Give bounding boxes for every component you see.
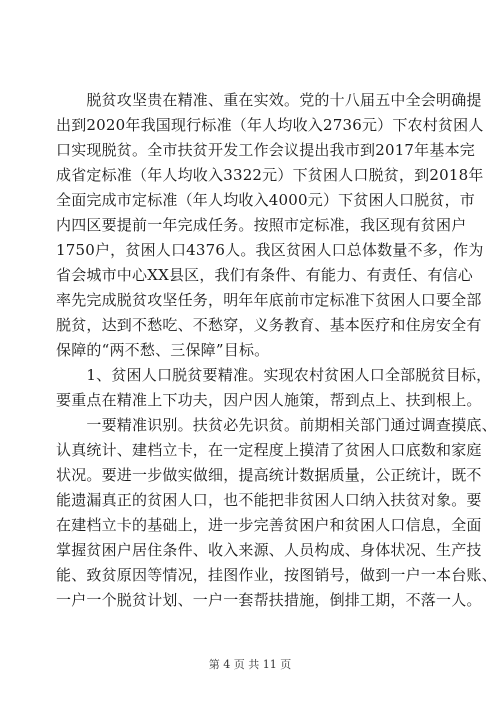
paragraph-precise-identification xyxy=(56,413,497,613)
text-line: 内四区要提前一年完成任务。按照市定标准，我区现有贫困户 xyxy=(56,216,467,234)
text-line: 口实现脱贫。全市扶贫开发工作会议提出我市到2017年基本完 xyxy=(56,141,475,159)
text-line: 1750户，贫困人口4376人。我区贫困人口总体数量不多，作为 xyxy=(56,241,484,259)
text-line: 能遗漏真正的贫困人口，也不能把非贫困人口纳入扶贫对象。要 xyxy=(56,491,482,509)
text-line: 1、贫困人口脱贫要精准。实现农村贫困人口全部脱贫目标， xyxy=(56,366,492,384)
text-line: 脱贫攻坚贵在精准、重在实效。党的十八届五中全会明确提 xyxy=(56,91,482,109)
text-line: 认真统计、建档立卡，在一定程度上摸清了贫困人口底数和家庭 xyxy=(56,441,482,459)
text-line: 一户一个脱贫计划、一户一套帮扶措施，倒排工期，不落一人。 xyxy=(56,591,482,609)
text-line: 出到2020年我国现行标准（年人均收入2736元）下农村贫困人 xyxy=(56,116,484,134)
text-line: 率先完成脱贫攻坚任务，明年年底前市定标准下贫困人口要全部 xyxy=(56,291,482,309)
page-number-footer: 第 4 页 共 11 页 xyxy=(208,658,292,671)
text-line: 状况。要进一步做实做细，提高统计数据质量，公正统计，既不 xyxy=(56,466,482,484)
text-line: 保障的“两不愁、三保障”目标。 xyxy=(56,341,270,359)
paragraph-precise-poverty xyxy=(56,363,492,413)
text-line: 全面完成市定标准（年人均收入4000元）下贫困人口脱贫，市 xyxy=(56,191,475,209)
text-line: 成省定标准（年人均收入3322元）下贫困人口脱贫，到2018年 xyxy=(56,166,484,184)
text-line: 掌握贫困户居住条件、收入来源、人员构成、身体状况、生产技 xyxy=(56,541,482,559)
text-line: 省会城市中心XX县区，我们有条件、有能力、有责任、有信心 xyxy=(56,266,473,284)
text-line: 脱贫，达到不愁吃、不愁穿，义务教育、基本医疗和住房安全有 xyxy=(56,316,482,334)
text-line: 要重点在精准上下功夫，因户因人施策，帮到点上、扶到根上。 xyxy=(56,391,482,409)
text-line: 一要精准识别。扶贫必先识贫。前期相关部门通过调查摸底、 xyxy=(56,416,497,434)
text-line: 在建档立卡的基础上，进一步完善贫困户和贫困人口信息，全面 xyxy=(56,516,482,534)
body-text xyxy=(56,88,497,613)
paragraph-intro xyxy=(56,88,484,363)
text-line: 能、致贫原因等情况，挂图作业，按图销号，做到一户一本台账、 xyxy=(56,566,497,584)
